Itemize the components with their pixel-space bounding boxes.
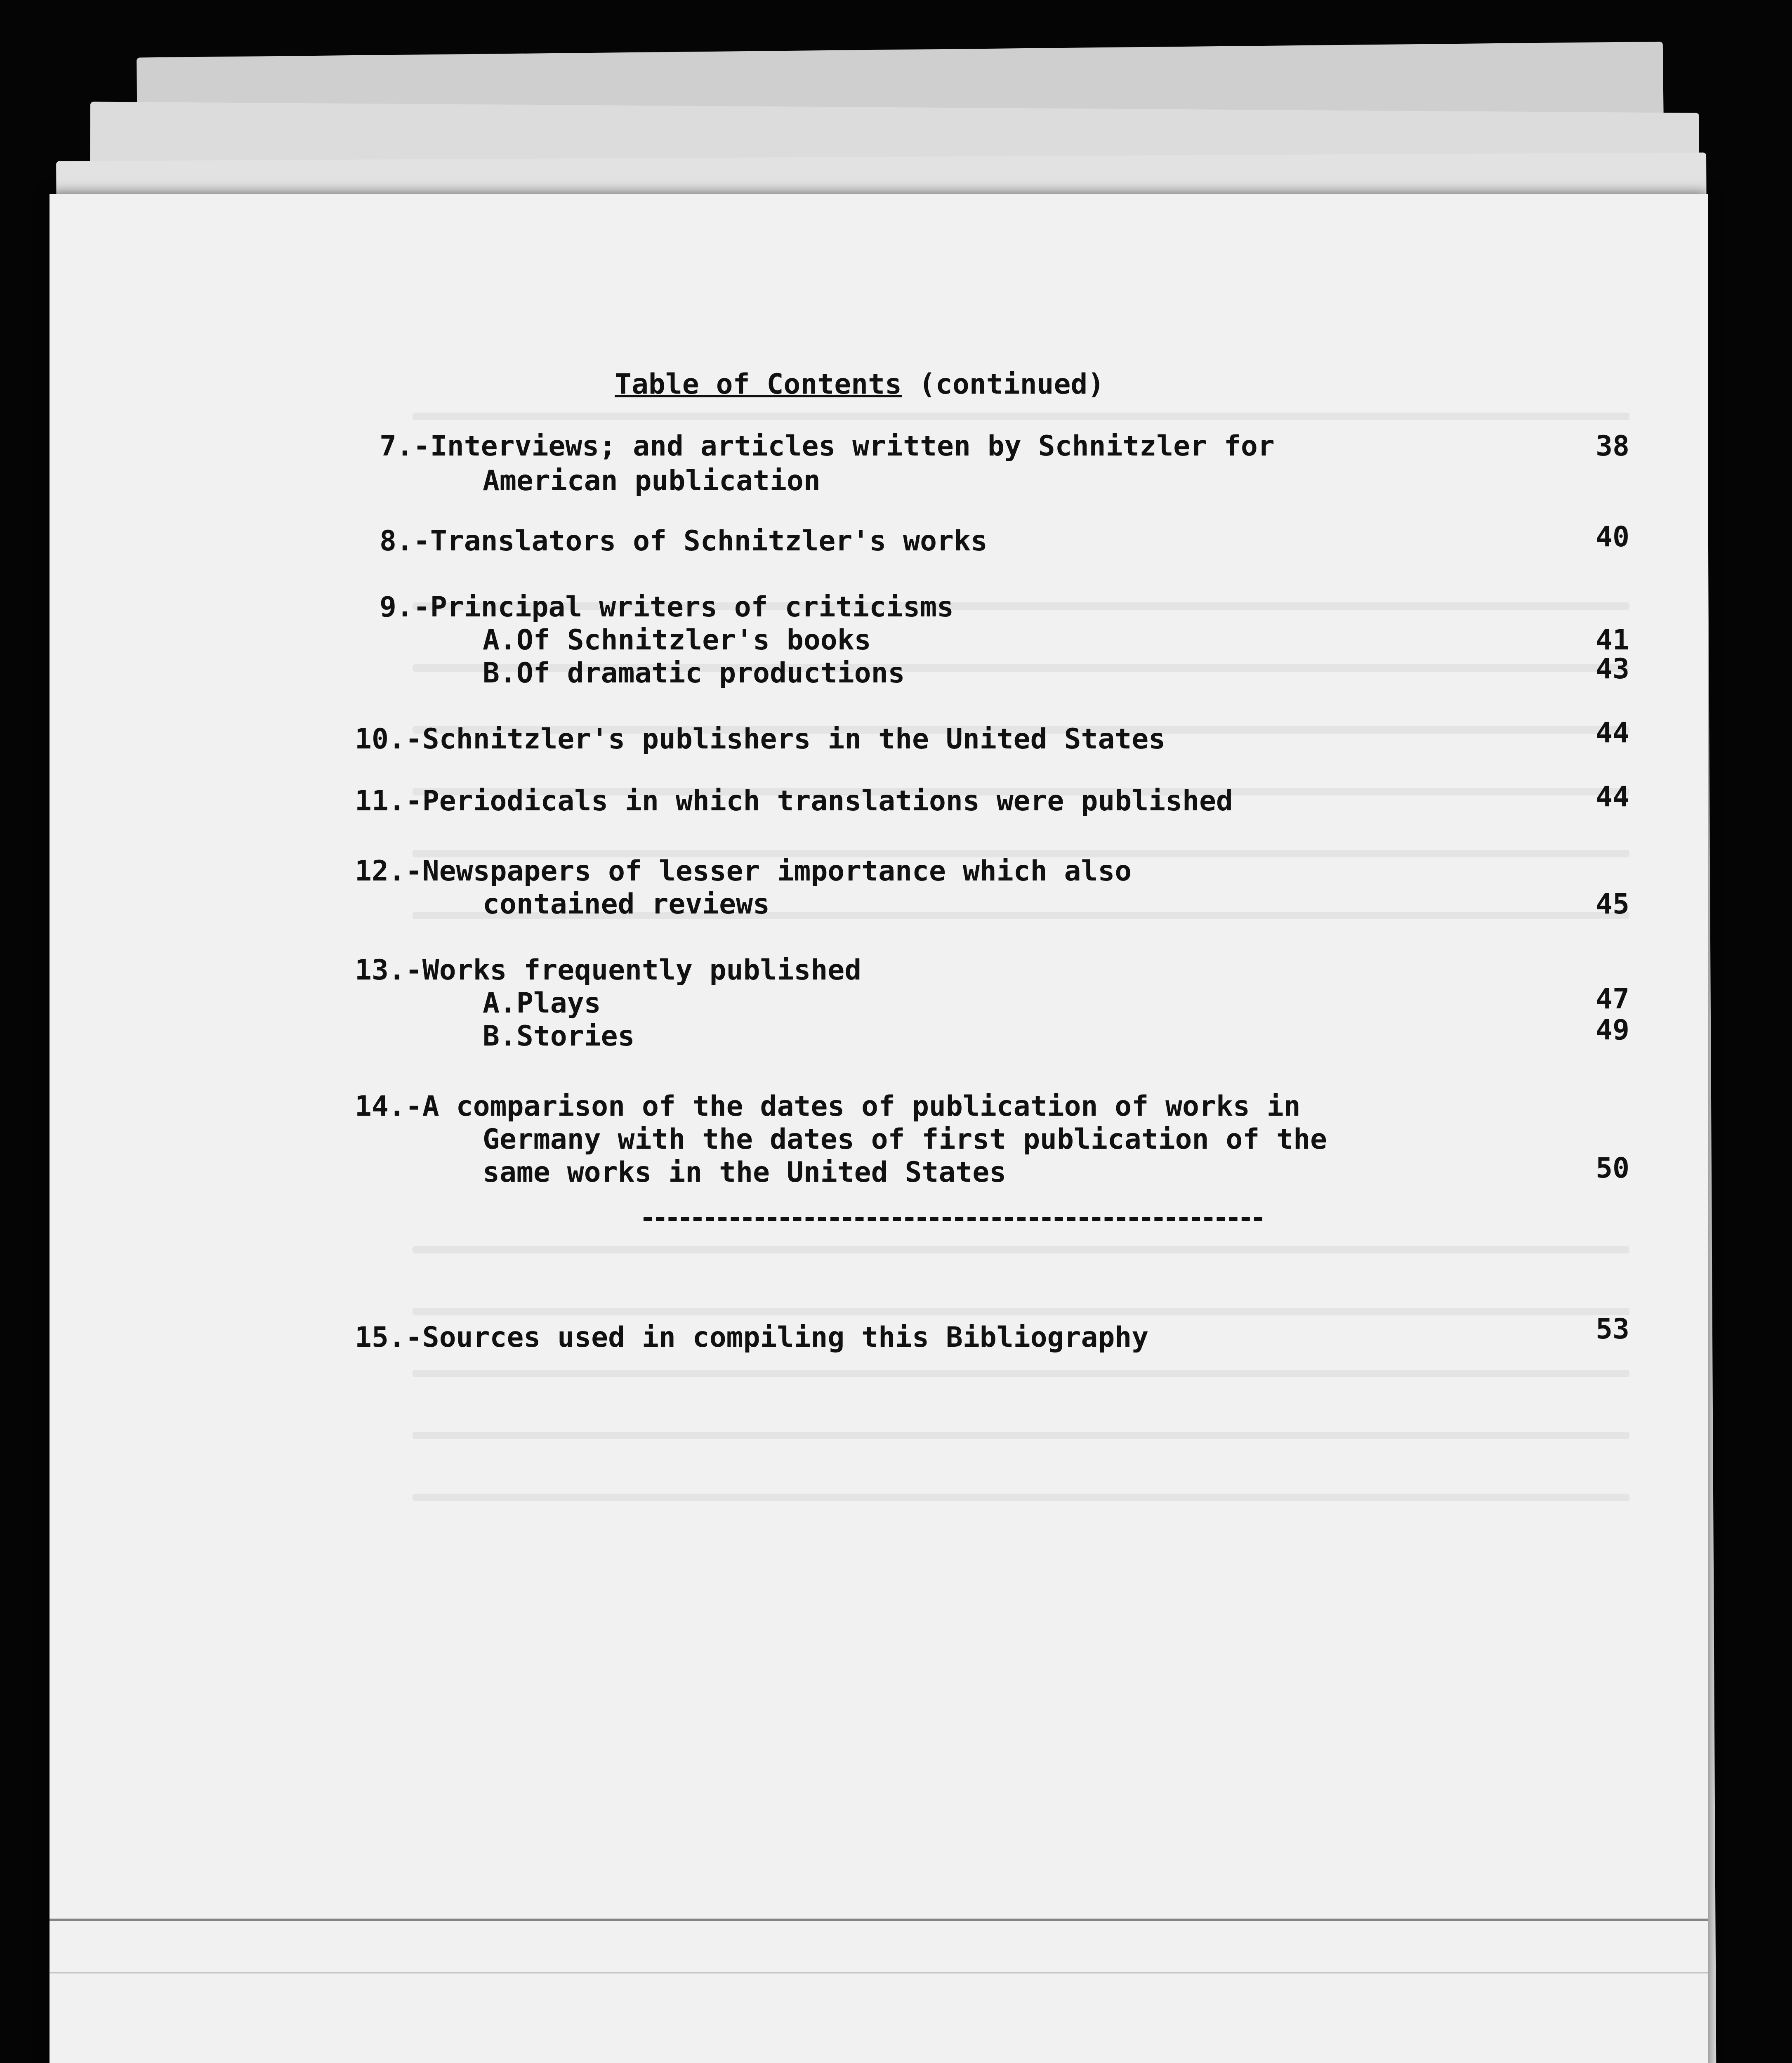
toc-page-number: 49 xyxy=(1596,1014,1629,1046)
toc-subentry-13a: A.Plays xyxy=(483,987,601,1020)
toc-page-number: 47 xyxy=(1596,983,1629,1015)
toc-entry-15: 15.-Sources used in compiling this Bibliography xyxy=(355,1321,1149,1354)
bleed-through xyxy=(413,1370,1629,1377)
bleed-through xyxy=(413,1494,1629,1501)
toc-entry-7: 7.-Interviews; and articles written by Schnitzler for xyxy=(380,430,1275,463)
toc-entry-10: 10.-Schnitzler's publishers in the United States xyxy=(355,723,1166,755)
title-main: Table of Contents xyxy=(615,368,902,401)
title-suffix: (continued) xyxy=(918,368,1105,401)
bleed-through xyxy=(413,413,1629,420)
toc-page-number: 53 xyxy=(1596,1313,1629,1345)
fold-line xyxy=(50,1919,1708,1921)
toc-entry-9: 9.-Principal writers of criticisms xyxy=(380,591,954,623)
separator-rule xyxy=(644,1217,1262,1225)
toc-entry-14: 14.-A comparison of the dates of publication of works in xyxy=(355,1090,1301,1123)
toc-page-number: 50 xyxy=(1596,1152,1629,1185)
toc-subentry-13b: B.Stories xyxy=(483,1020,635,1053)
toc-page-number: 41 xyxy=(1596,624,1629,656)
toc-entry-13: 13.-Works frequently published xyxy=(355,954,862,987)
toc-entry-12-cont: contained reviews xyxy=(483,888,770,921)
bleed-through xyxy=(413,1432,1629,1439)
toc-subentry-9b: B.Of dramatic productions xyxy=(483,657,905,689)
document-page xyxy=(50,194,1708,2063)
toc-page-number: 44 xyxy=(1596,781,1629,813)
toc-subentry-9a: A.Of Schnitzler's books xyxy=(483,624,871,656)
toc-page-number: 38 xyxy=(1596,430,1629,463)
toc-entry-12: 12.-Newspapers of lesser importance which also xyxy=(355,855,1132,888)
toc-page-number: 43 xyxy=(1596,653,1629,685)
toc-entry-14-cont: same works in the United States xyxy=(483,1156,1007,1189)
fold-line xyxy=(50,1972,1708,1973)
toc-entry-11: 11.-Periodicals in which translations were published xyxy=(355,785,1233,817)
toc-entry-7-cont: American publication xyxy=(483,465,821,497)
bleed-through xyxy=(413,1308,1629,1315)
toc-page-number: 40 xyxy=(1596,521,1629,553)
toc-entry-8: 8.-Translators of Schnitzler's works xyxy=(380,525,988,557)
toc-entry-14-cont: Germany with the dates of first publication of the xyxy=(483,1123,1327,1156)
bleed-through xyxy=(413,1246,1629,1253)
toc-page-number: 44 xyxy=(1596,717,1629,749)
page-title xyxy=(615,367,1104,402)
toc-page-number: 45 xyxy=(1596,888,1629,921)
